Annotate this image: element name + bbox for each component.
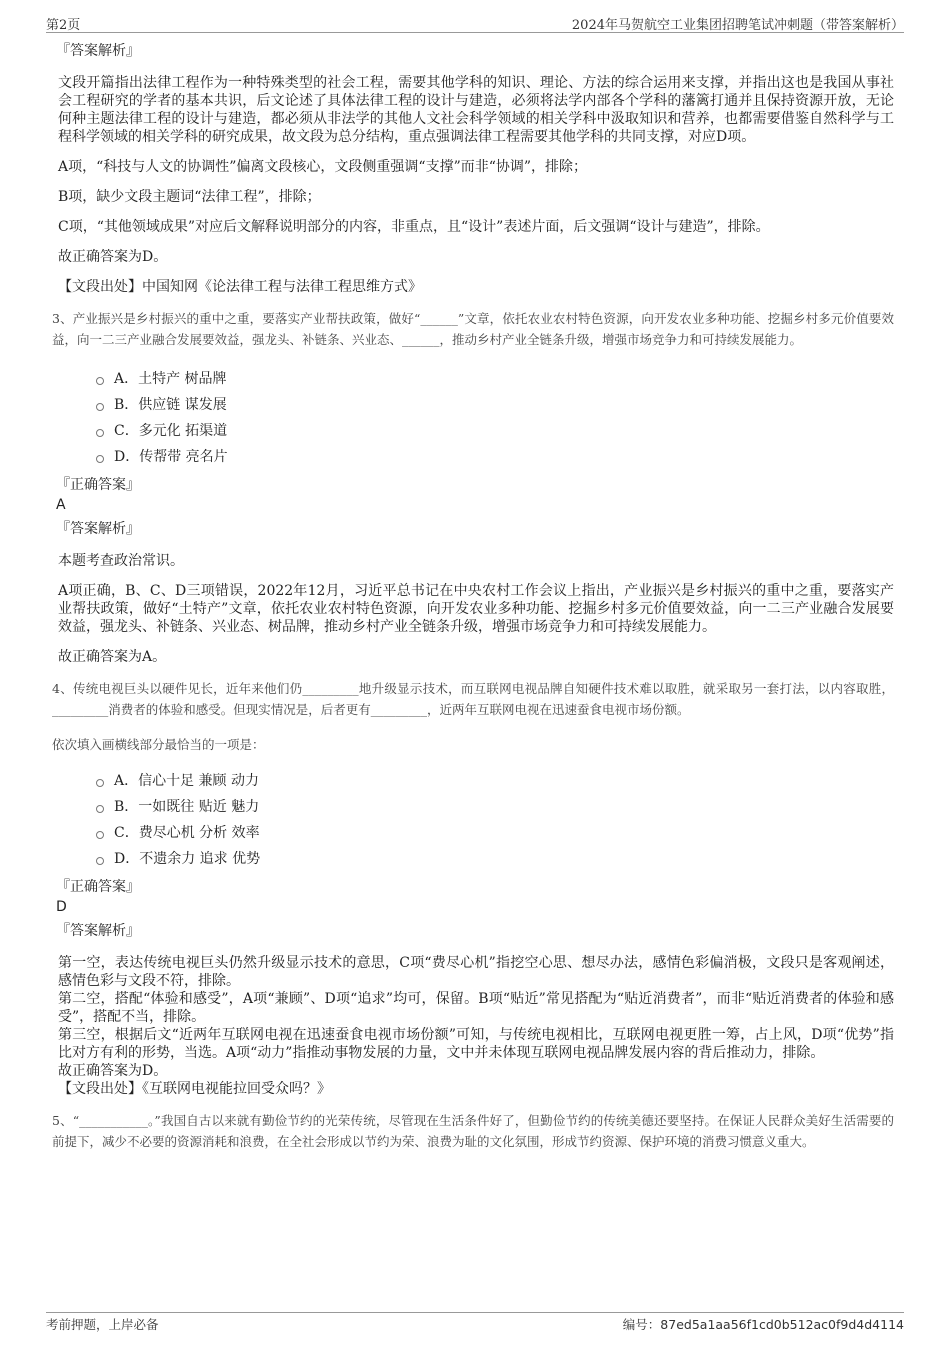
option-d[interactable] (96, 444, 894, 470)
question-stem: 5、“___________。”我国自古以来就有勤俭节约的光荣传统，尽管现在生活条件好了，但勤俭节约的传统美德还要坚持。在保证人民群众美好生活需要的前提下，减少不必要的资源消耗和浪费，在全社会形成以节约为荣、浪费为耻的文化氛围，形成节约资源、保护环境的消费习惯意义重大。 (52, 1113, 894, 1149)
analysis-conclusion: 故正确答案为D。 (58, 249, 168, 265)
option-label: D．不遗余力 追求 优势 (114, 851, 261, 867)
option-label: A．土特产 树品牌 (114, 371, 227, 387)
footer-slogan: 考前押题，上岸必备 (46, 1317, 159, 1332)
code-value: 87ed5a1aa56f1cd0b512ac0f9d4d4114 (660, 1317, 904, 1332)
analysis-paragraph: A项正确，B、C、D三项错误，2022年12月，习近平总书记在中央农村工作会议上指出，产业振兴是乡村振兴的重中之重，要落实产业帮扶政策，做好“土特产”文章，依托农业农村特色资源，向开发农业多种功能、挖掘乡村多元价值要效益，向一二三产业融合发展要效益，强龙头、补链条、兴业态、树品牌，推动乡村产业全链条升级，增强市场竞争力和可持续发展能力。 (58, 583, 894, 635)
analysis-paragraph: 第一空，表达传统电视巨头仍然升级显示技术的意思，C项“费尽心机”指挖空心思、想尽办法，感情色彩偏消极，文段只是客观阐述，感情色彩与文段不符，排除。 (58, 955, 894, 989)
question-3 (52, 308, 894, 666)
option-label: D．传帮带 亮名片 (114, 449, 228, 465)
radio-button[interactable] (96, 831, 104, 839)
radio-button[interactable] (96, 805, 104, 813)
source-citation: 【文段出处】《互联网电视能拉回受众吗？》 (58, 1081, 331, 1097)
radio-button[interactable] (96, 857, 104, 865)
option-b[interactable] (96, 794, 894, 820)
option-list (96, 366, 894, 470)
radio-button[interactable] (96, 779, 104, 787)
correct-answer: A (56, 497, 66, 513)
option-d[interactable] (96, 846, 894, 872)
analysis-heading: 『答案解析』 (56, 923, 140, 939)
analysis-paragraph: C项，“其他领域成果”对应后文解释说明部分的内容，非重点，且“设计”表述片面，后文强调“设计与建造”，排除。 (58, 219, 770, 235)
question-stem: 3、产业振兴是乡村振兴的重中之重，要落实产业帮扶政策，做好“______”文章，依托农业农村特色资源，向开发农业多种功能、挖掘乡村多元价值要效益，向一二三产业融合发展要效益，强龙头、补链条、兴业态、______，推动乡村产业全链条升级，增强市场竞争力和可持续发展能力。 (52, 311, 894, 347)
analysis-heading: 『答案解析』 (56, 521, 140, 537)
option-label: B．一如既往 贴近 魅力 (114, 799, 260, 815)
option-c[interactable] (96, 820, 894, 846)
option-b[interactable] (96, 392, 894, 418)
page-header (46, 12, 904, 33)
document-code (623, 1315, 904, 1333)
option-label: C．多元化 拓渠道 (114, 423, 228, 439)
analysis-conclusion: 故正确答案为A。 (58, 649, 167, 665)
page-content (52, 42, 894, 1168)
analysis-paragraph: 第二空，搭配“体验和感受”，A项“兼顾”、D项“追求”均可，保留。B项“贴近”常见搭配为“贴近消费者”，而非“贴近消费者的体验和感受”，搭配不当，排除。 (58, 991, 894, 1025)
option-c[interactable] (96, 418, 894, 444)
question-5 (52, 1110, 894, 1152)
question-4 (52, 678, 894, 1098)
page-footer (46, 1312, 904, 1335)
analysis-paragraph: 本题考查政治常识。 (58, 553, 184, 569)
document-title: 2024年马贺航空工业集团招聘笔试冲刺题（带答案解析） (571, 18, 904, 33)
option-list (96, 768, 894, 872)
radio-button[interactable] (96, 455, 104, 463)
analysis-paragraph: A项，“科技与人文的协调性”偏离文段核心，文段侧重强调“支撑”而非“协调”，排除； (58, 159, 588, 175)
radio-button[interactable] (96, 403, 104, 411)
correct-answer-heading: 『正确答案』 (56, 879, 140, 895)
question-instruction: 依次填入画横线部分最恰当的一项是： (52, 737, 265, 752)
prev-question-analysis (56, 42, 894, 296)
page-number: 第2页 (46, 18, 81, 33)
analysis-paragraph: 第三空，根据后文“近两年互联网电视在迅速蚕食电视市场份额”可知，与传统电视相比，互联网电视更胜一筹，占上风，D项“优势”指比对方有利的形势，当选。A项“动力”指推动事物发展的力量，文中并未体现互联网电视品牌发展内容的背后推动力，排除。 (58, 1027, 894, 1061)
code-label: 编号： (622, 1317, 661, 1332)
analysis-conclusion: 故正确答案为D。 (58, 1063, 168, 1079)
option-a[interactable] (96, 366, 894, 392)
option-label: A．信心十足 兼顾 动力 (114, 773, 260, 789)
option-a[interactable] (96, 768, 894, 794)
analysis-paragraph: B项，缺少文段主题词“法律工程”，排除； (58, 189, 321, 205)
source-citation: 【文段出处】中国知网《论法律工程与法律工程思维方式》 (58, 279, 422, 295)
analysis-heading: 『答案解析』 (56, 43, 140, 59)
analysis-paragraph: 文段开篇指出法律工程作为一种特殊类型的社会工程，需要其他学科的知识、理论、方法的综合运用来支撑，并指出这也是我国从事社会工程研究的学者的基本共识，后文论述了具体法律工程的设计与建造，必须将法学内部各个学科的藩篱打通并且保持资源开放，无论何种主题法律工程的设计与建造，都必须从非法学的其他人文社会科学领域的相关学科中汲取知识和营养，也都需要借鉴自然科学与工程科学领域的相关学科的研究成果，故文段为总分结构，重点强调法律工程需要其他学科的共同支撑，对应D项。 (58, 75, 894, 145)
option-label: B．供应链 谋发展 (114, 397, 227, 413)
correct-answer: D (56, 899, 67, 915)
question-stem: 4、传统电视巨头以硬件见长，近年来他们仍_________地升级显示技术，而互联网电视品牌自知硬件技术难以取胜，就采取另一套打法，以内容取胜，_________消费者的体验和感受。但现实情况是，后者更有_________，近两年互联网电视在迅速蚕食电视市场份额。 (52, 681, 894, 717)
radio-button[interactable] (96, 377, 104, 385)
option-label: C．费尽心机 分析 效率 (114, 825, 260, 841)
radio-button[interactable] (96, 429, 104, 437)
correct-answer-heading: 『正确答案』 (56, 477, 140, 493)
